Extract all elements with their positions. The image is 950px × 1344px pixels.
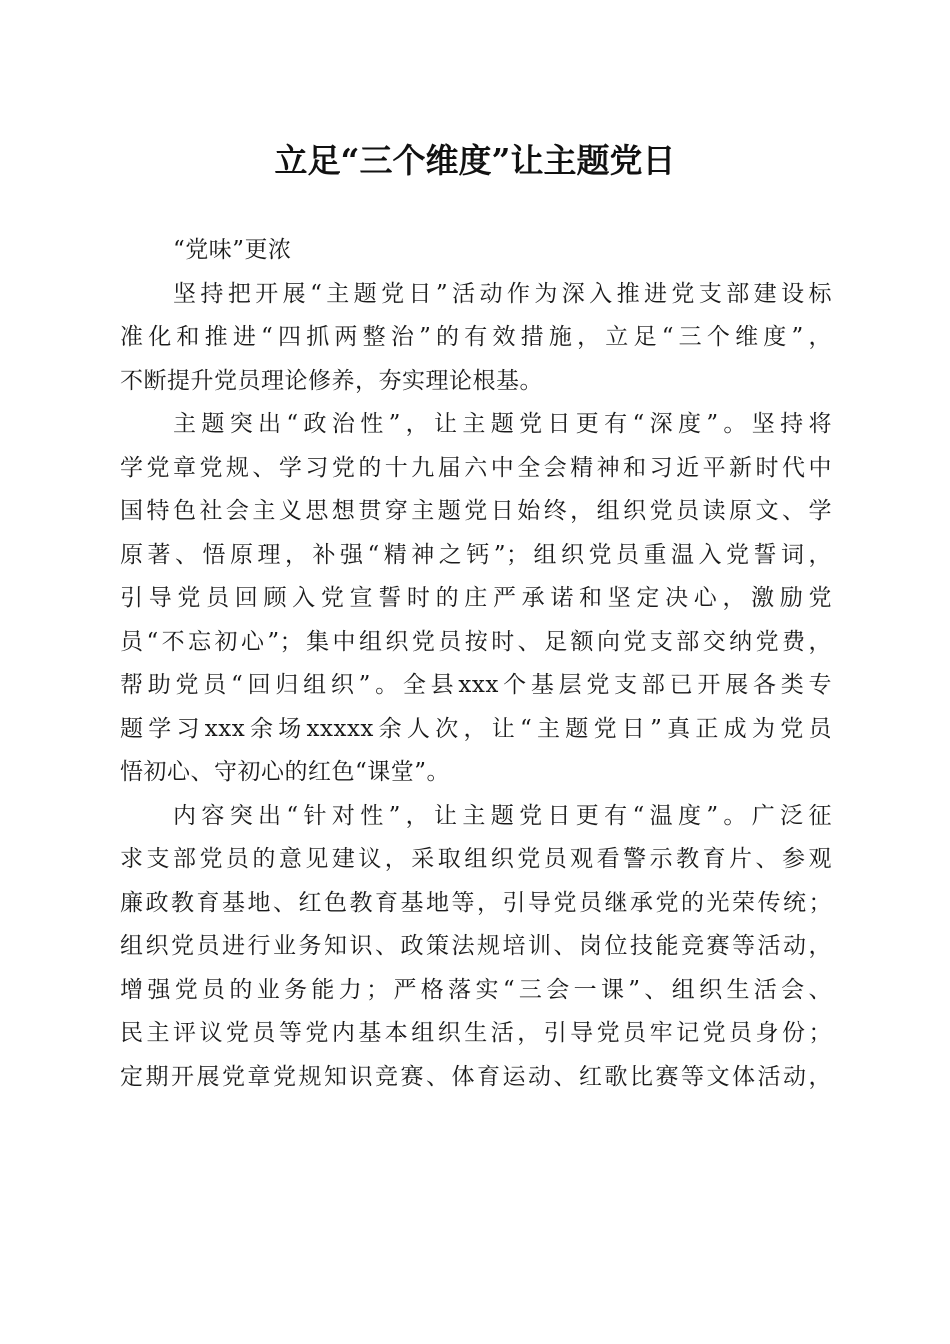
text-line: 求支部党员的意见建议，采取组织党员观看警示教育片、参观 bbox=[120, 846, 832, 872]
text-line: 组织党员进行业务知识、政策法规培训、岗位技能竞赛等活动， bbox=[120, 933, 832, 959]
text-line: 内容突出“针对性”，让主题党日更有“温度”。广泛征 bbox=[173, 802, 832, 829]
document-body bbox=[120, 229, 832, 1099]
text-line: 定期开展党章党规知识竞赛、体育运动、红歌比赛等文体活动， bbox=[120, 1063, 832, 1090]
document-title: 立足“三个维度”让主题党日 bbox=[274, 141, 676, 180]
text-line: 国特色社会主义思想贯穿主题党日始终，组织党员读原文、学 bbox=[120, 498, 832, 524]
text-line: 原著、悟原理，补强“精神之钙”；组织党员重温入党誓词， bbox=[120, 541, 832, 568]
text-line: 学党章党规、学习党的十九届六中全会精神和习近平新时代中 bbox=[120, 454, 832, 481]
text-line: 帮助党员“回归组织”。全县xxx个基层党支部已开展各类专 bbox=[120, 672, 832, 698]
text-line: “党味”更浓 bbox=[173, 237, 292, 263]
text-line: 坚持把开展“主题党日”活动作为深入推进党支部建设标 bbox=[173, 280, 832, 307]
text-line: 民主评议党员等党内基本组织生活，引导党员牢记党员身份； bbox=[120, 1020, 832, 1046]
text-line: 廉政教育基地、红色教育基地等，引导党员继承党的光荣传统； bbox=[120, 889, 832, 916]
text-line: 不断提升党员理论修养，夯实理论根基。 bbox=[120, 367, 543, 394]
text-line: 引导党员回顾入党宣誓时的庄严承诺和坚定决心，激励党 bbox=[120, 585, 832, 611]
text-line: 悟初心、守初心的红色“课堂”。 bbox=[120, 759, 451, 785]
text-line: 增强党员的业务能力；严格落实“三会一课”、组织生活会、 bbox=[120, 976, 832, 1003]
text-line: 主题突出“政治性”，让主题党日更有“深度”。坚持将 bbox=[173, 411, 832, 437]
text-line: 员“不忘初心”；集中组织党员按时、足额向党支部交纳党费， bbox=[120, 628, 832, 655]
text-line: 准化和推进“四抓两整治”的有效措施，立足“三个维度”， bbox=[120, 324, 832, 350]
text-line: 题学习xxx余场xxxxx余人次，让“主题党日”真正成为党员 bbox=[120, 715, 832, 742]
